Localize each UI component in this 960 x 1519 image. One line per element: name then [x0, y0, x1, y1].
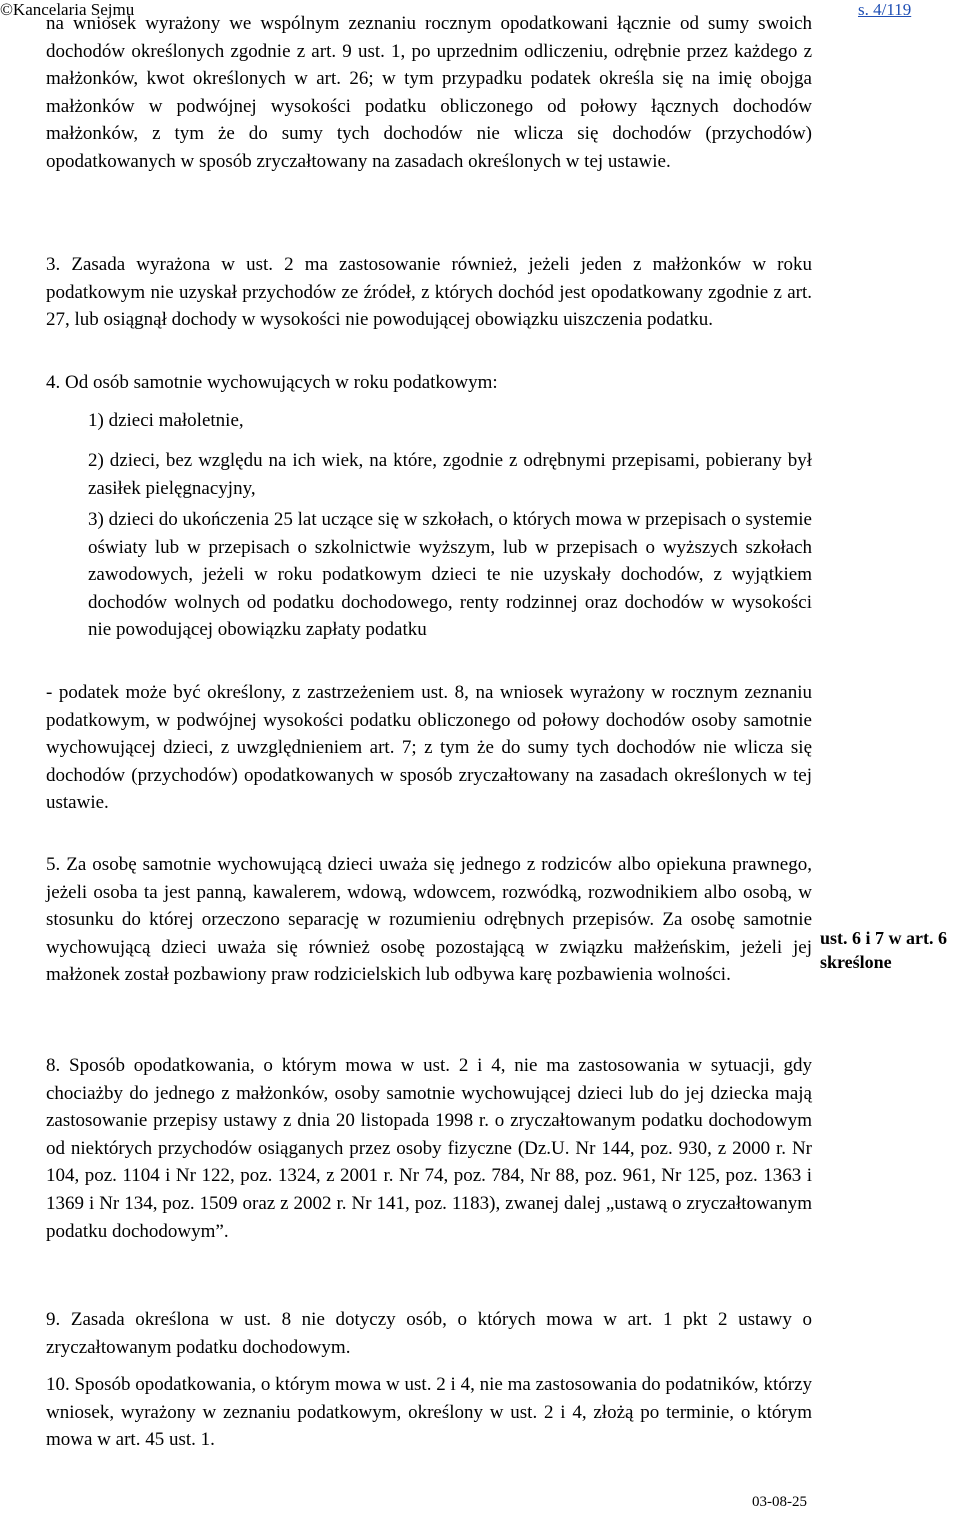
paragraph-5: 5. Za osobę samotnie wychowującą dzieci uważa się jednego z rodziców albo opiekuna prawnego, jeżeli osoba ta jest panną, kawalerem, wdową, wdowcem, rozwódką, rozwodnikiem albo osobą, w stosunku do której orzeczono separację w rozumieniu odrębnych przepisów. Za osobę samotnie wychowującą dzieci uważa się również osobę pozostającą w związku małżeńskim, jeżeli jej małżonek został pozbawiony praw rodzicielskich lub odbywa karę pozbawienia wolności. [46, 854, 812, 986]
paragraph-4-point-1: 1) dzieci małoletnie, [88, 410, 244, 431]
paragraph-8: 8. Sposób opodatkowania, o którym mowa w ust. 2 i 4, nie ma zastosowania w sytuacji, gdy chociażby do jednego z małżonków, osoby samotnie wychowującej dzieci lub do jej dziecka mają zastosowanie przepisy ustawy z dnia 20 listopada 1998 r. o zryczałtowanym podatku dochodowym od niektórych przychodów osiąganych przez osoby fizyczne (Dz.U. Nr 144, poz. 930, z 2000 r. Nr 104, poz. 1104 i Nr 122, poz. 1324, z 2001 r. Nr 74, poz. 784, Nr 88, poz. 961, Nr 125, poz. 1363 i 1369 i Nr 134, poz. 1509 oraz z 2002 r. Nr 141, poz. 1183), zwanej dalej „ustawą o zryczałtowanym podatku dochodowym”. [46, 1055, 812, 1242]
paragraph-9: 9. Zasada określona w ust. 8 nie dotyczy osób, o których mowa w art. 1 pkt 2 ustawy o zryczałtowanym podatku dochodowym. [46, 1309, 812, 1358]
footer-date: 03-08-25 [752, 1494, 807, 1510]
paragraph-4-point-2: 2) dzieci, bez względu na ich wiek, na które, zgodnie z odrębnymi przepisami, pobierany był zasiłek pielęgnacyjny, [88, 450, 812, 499]
page-number-link[interactable]: s. 4/119 [858, 0, 912, 19]
paragraph-intro: na wniosek wyrażony we wspólnym zeznaniu rocznym opodatkowani łącznie od sumy swoich dochodów określonych zgodnie z art. 9 ust. 1, po uprzednim odliczeniu, odrębnie przez każdego z małżonków, kwot określonych w art. 26; w tym przypadku podatek określa się na imię obojga małżonków w podwójnej wysokości podatku obliczonego od połowy łącznych dochodów małżonków, z tym że do sumy tych dochodów nie wlicza się dochodów (przychodów) opodatkowanych w sposób zryczałtowany na zasadach określonych w tej ustawie. [46, 13, 812, 172]
paragraph-3: 3. Zasada wyrażona w ust. 2 ma zastosowanie również, jeżeli jeden z małżonków w roku podatkowym nie uzyskał przychodów ze źródeł, z których dochód jest opodatkowany zgodnie z art. 27, lub osiągnął dochody w wysokości nie powodującej obowiązku uiszczenia podatku. [46, 254, 812, 331]
paragraph-4-conclusion: - podatek może być określony, z zastrzeżeniem ust. 8, na wniosek wyrażony w rocznym zeznaniu podatkowym, w podwójnej wysokości podatku obliczonego od połowy dochodów osoby samotnie wychowującej dzieci, z uwzględnieniem art. 7; z tym że do sumy tych dochodów nie wlicza się dochodów (przychodów) opodatkowanych w sposób zryczałtowany na zasadach określonych w tej ustawie. [46, 682, 812, 814]
paragraph-4-point-3: 3) dzieci do ukończenia 25 lat uczące się w szkołach, o których mowa w przepisach o systemie oświaty lub w przepisach o szkolnictwie wyższym, lub w przepisach o wyższych szkołach zawodowych, jeżeli w roku podatkowym dzieci te nie uzyskały dochodów, z wyjątkiem dochodów wolnych od podatku dochodowego, renty rodzinnej oraz dochodów w wysokości nie powodującej obowiązku zapłaty podatku [88, 509, 812, 641]
paragraph-4: 4. Od osób samotnie wychowujących w roku podatkowym: [46, 372, 498, 393]
paragraph-10: 10. Sposób opodatkowania, o którym mowa w ust. 2 i 4, nie ma zastosowania do podatników, którzy wniosek, wyrażony w zeznaniu podatkowym, określony w ust. 2 i 4, złożą po terminie, o którym mowa w art. 45 ust. 1. [46, 1374, 812, 1451]
header-copyright: ©Kancelaria Sejmu [0, 0, 135, 19]
margin-note: ust. 6 i 7 w art. 6 skreślone [820, 928, 947, 972]
